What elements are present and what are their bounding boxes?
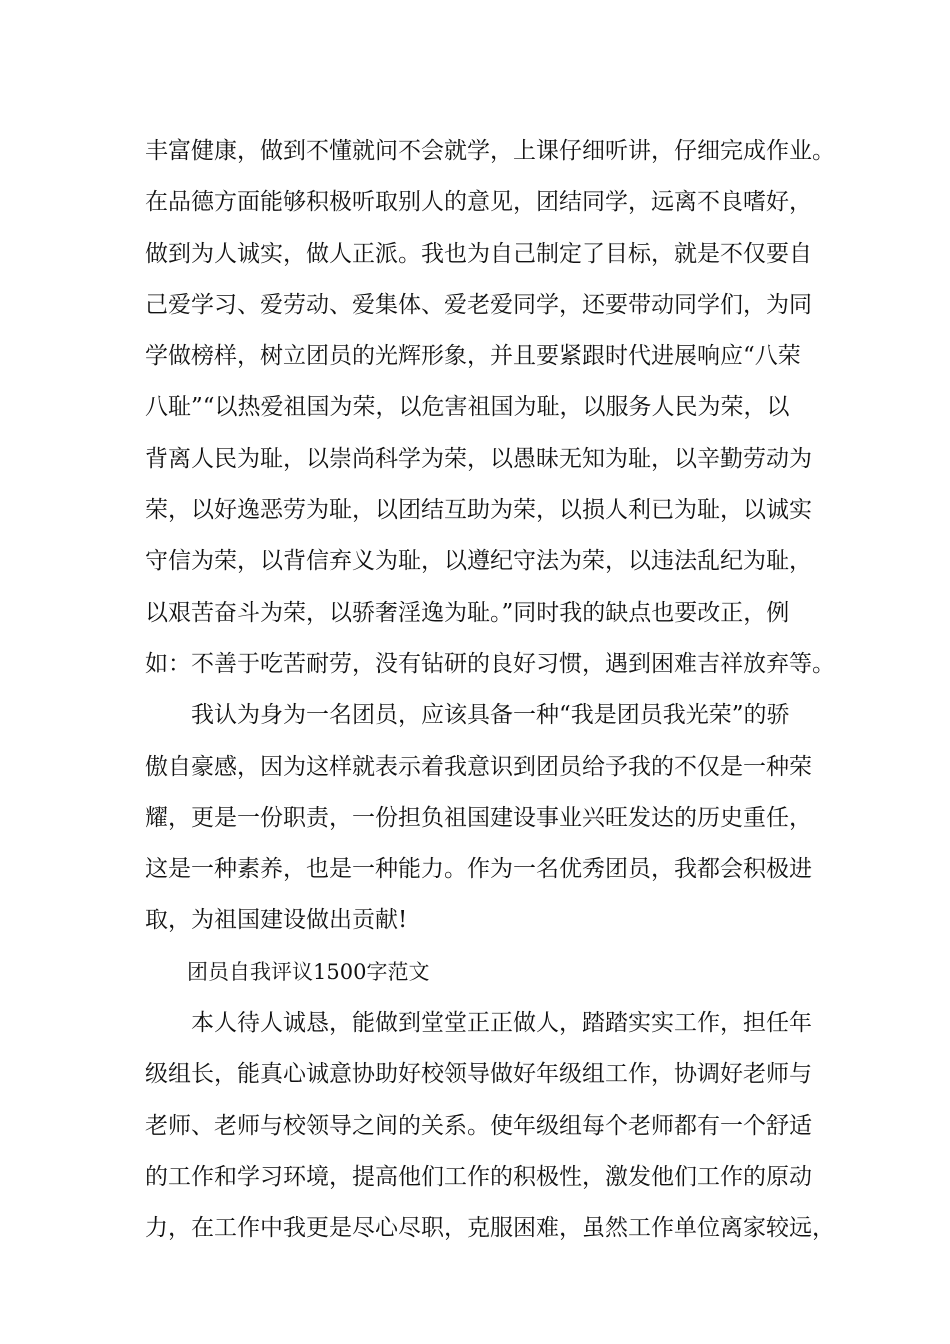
text-line: 八耻”“以热爱祖国为荣，以危害祖国为耻，以服务人民为荣，以 xyxy=(145,394,790,421)
text-line: 在品德方面能够积极听取别人的意见，团结同学，远离不良嗜好， xyxy=(145,189,812,216)
text-line: 的工作和学习环境，提高他们工作的积极性，激发他们工作的原动 xyxy=(145,1163,812,1190)
text-line: 己爱学习、爱劳动、爱集体、爱老爱同学，还要带动同学们，为同 xyxy=(145,291,812,318)
document-body xyxy=(145,126,835,1255)
paragraph-start-line: 我认为身为一名团员，应该具备一种“我是团员我光荣”的骄 xyxy=(145,702,790,729)
text-line: 如：不善于吃苦耐劳，没有钻研的良好习惯，遇到困难吉祥放弃等。 xyxy=(145,650,835,677)
text-line: 力，在工作中我更是尽心尽职，克服困难，虽然工作单位离家较远， xyxy=(145,1215,835,1242)
text-line: 背离人民为耻，以崇尚科学为荣，以愚昧无知为耻，以辛勤劳动为 xyxy=(145,445,812,472)
text-line: 学做榜样，树立团员的光辉形象，并且要紧跟时代进展响应“八荣 xyxy=(145,343,801,370)
text-line: 级组长，能真心诚意协助好校领导做好年级组工作，协调好老师与 xyxy=(145,1061,812,1088)
text-line: 耀，更是一份职责，一份担负祖国建设事业兴旺发达的历史重任， xyxy=(145,804,812,831)
paragraph-start-line: 本人待人诚恳，能做到堂堂正正做人，踏踏实实工作，担任年 xyxy=(145,1010,812,1037)
text-line: 丰富健康，做到不懂就问不会就学，上课仔细听讲，仔细完成作业。 xyxy=(145,138,835,164)
section-heading: 团员自我评议1500字范文 xyxy=(145,959,430,984)
text-line: 这是一种素养，也是一种能力。作为一名优秀团员，我都会积极进 xyxy=(145,856,812,883)
text-line: 荣，以好逸恶劳为耻，以团结互助为荣，以损人利已为耻，以诚实 xyxy=(145,497,812,524)
text-line: 傲自豪感，因为这样就表示着我意识到团员给予我的不仅是一种荣 xyxy=(145,753,812,780)
text-line: 以艰苦奋斗为荣，以骄奢淫逸为耻。”同时我的缺点也要改正，例 xyxy=(145,599,790,626)
text-line: 取，为祖国建设做出贡献! xyxy=(145,907,408,934)
text-line: 做到为人诚实，做人正派。我也为自己制定了目标，就是不仅要自 xyxy=(145,240,812,267)
text-line: 老师、老师与校领导之间的关系。使年级组每个老师都有一个舒适 xyxy=(145,1112,812,1139)
text-line: 守信为荣，以背信弃义为耻，以遵纪守法为荣，以违法乱纪为耻， xyxy=(145,548,812,575)
